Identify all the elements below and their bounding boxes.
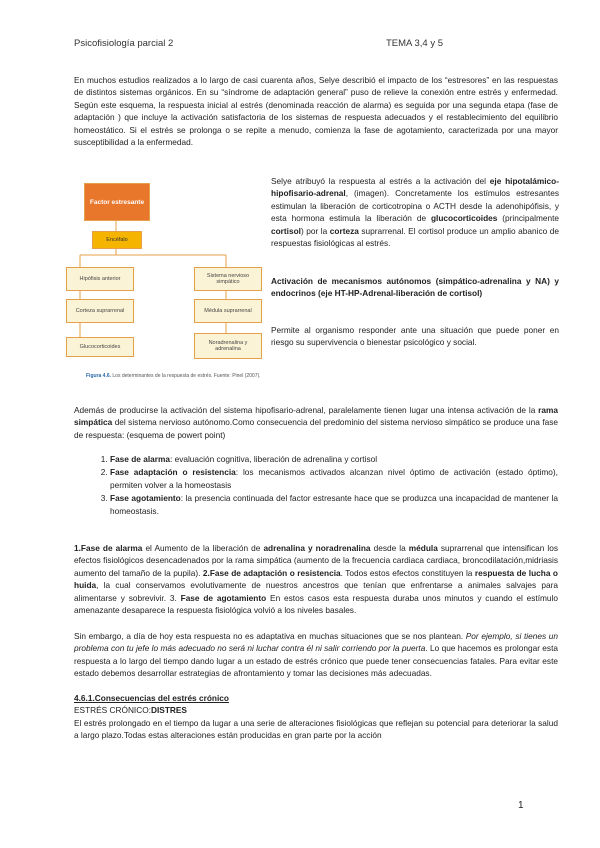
intro-paragraph: En muchos estudios realizados a lo largo de casi cuarenta años, Selye describió el impacto de los “estresores” en las respuestas de distintos sistemas orgánicos. En su “síndrome de adaptación general” puso de relieve la conexión entre estrés y enfermedad. Según este esquema, la respuesta inicial al estrés (denominada reacción de alarma) es seguida por una segunda etapa (fase de adaptación ) que incluye la activación satisfactoria de los sistemas de respuesta adecuados y el restablecimiento del equilibrio homeostático. Si el estrés se prolonga o se repite a menudo, comienza la fase de agotamiento, caracterizada por una mayor susceptibilidad a la enfermedad. <box>74 75 558 148</box>
glucocorticoids-box: Glucocorticoides <box>66 337 134 357</box>
section-title: 4.6.1.Consecuencias del estrés crónico <box>74 693 229 703</box>
noradrenaline-box: Noradrenalina y adrenalina <box>194 333 262 359</box>
adrenal-medulla-box: Médula suprarrenal <box>194 299 262 323</box>
paragraph-chronic: Sin embargo, a día de hoy esta respuesta no es adaptativa en muchas situaciones que se nos plantean. Por ejemplo, si tienes un problema con tu jefe lo más adecuado no será ni luchar contra él ni salir corriendo por la puerta. Lo que hacemos es prolongar esta respuesta a lo largo del tiempo dando lugar a un estado de estrés crónico que puede tener consecuencias fatales. Para evitar este estado debemos desarrollar estrategias de afrontamiento y tomar las decisiones más adecuadas. <box>74 631 558 679</box>
pituitary-box: Hipófisis anterior <box>66 267 134 291</box>
header-left: Psicofisiología parcial 2 <box>74 38 174 49</box>
right-paragraph-2: Activación de mecanismos autónomos (simpático-adrenalina y NA) y endocrinos (eje HT-HP-Adrenal-liberación de cortisol) <box>271 276 559 299</box>
list-item: 2. Fase adaptación o resistencia: los mecanismos activados alcanzan nivel óptimo de activación (estado óptimo), permiten volver a la homeostasis <box>110 466 558 491</box>
caption-text: Los determinantes de la respuesta de estrés. Fuente: Pinel (2007). <box>112 373 261 379</box>
figure-caption <box>86 373 266 379</box>
page-number: 1 <box>518 800 524 811</box>
list-item: 1. Fase de alarma: evaluación cognitiva, liberación de adrenalina y cortisol <box>110 453 558 465</box>
caption-label: Figura 4.6. <box>86 373 112 379</box>
last-paragraph: El estrés prolongado en el tiempo da lugar a una serie de alteraciones fisiológicas que reflejan su potencial para deteriorar la salud a largo plazo.Todas estas alteraciones están producidas en gran parte por la acción <box>74 718 558 741</box>
adrenal-cortex-box: Corteza suprarrenal <box>66 299 134 323</box>
right-paragraph-3: Permite al organismo responder ante una situación que puede poner en riesgo su supervivencia o bienestar psicológico y social. <box>271 325 559 348</box>
brain-box: Encéfalo <box>92 231 142 249</box>
paragraph-sympathetic: Además de producirse la activación del sistema hipofisario-adrenal, paralelamente tienen lugar una intensa activación de la rama simpática del sistema nervioso autónomo.Como consecuencia del predominio del sistema nervioso simpático se produce una fase de respuesta: (esquema de powert point) <box>74 405 558 440</box>
right-paragraph-1: Selye atribuyó la respuesta al estrés a la activación del eje hipotalámico-hipofisario-adrenal, (imagen). Concretamente los estímulos estresantes estimulan la liberación de corticotropina o ACTH desde la adenohipófisis, y esta hormona estimula la liberación de glucocorticoides (principalmente cortisol) por la corteza suprarrenal. El cortisol produce un amplio abanico de respuestas fisiológicas al estrés. <box>271 176 560 249</box>
subsection-title: ESTRÉS CRÓNICO:DISTRES <box>74 705 187 715</box>
list-item: 3. Fase agotamiento: la presencia continuada del factor estresante hace que se produzca una incapacidad de mantener la homeostasis. <box>110 492 558 517</box>
header-right: TEMA 3,4 y 5 <box>386 38 444 49</box>
stress-figure <box>66 175 266 390</box>
phase-list <box>86 453 558 518</box>
stressor-box: Factor estresante <box>84 183 150 221</box>
paragraph-phases: 1.Fase de alarma el Aumento de la liberación de adrenalina y noradrenalina desde la médula suprarrenal que intensifican los efectos fisiológicos desencadenados por la rama simpática (aumento de la frecuencia cardiaca cardiaca, broncodilatación,midriasis aumento del tamaño de la pupila). 2.Fase de adaptación o resistencia. Todos estos efectos constituyen la respuesta de lucha o huida, la cual conservamos evolutivamente de nuestros ancestros que tenían que enfrentarse a animales salvajes para alimentarse y sobrevivir. 3. Fase de agotamiento En estos casos esta respuesta duraba unos minutos y cuando el estímulo amenazante desaparece la respuesta fisiológica volvió a los niveles basales. <box>74 543 558 616</box>
sympathetic-box: Sistema nervioso simpático <box>194 267 262 291</box>
